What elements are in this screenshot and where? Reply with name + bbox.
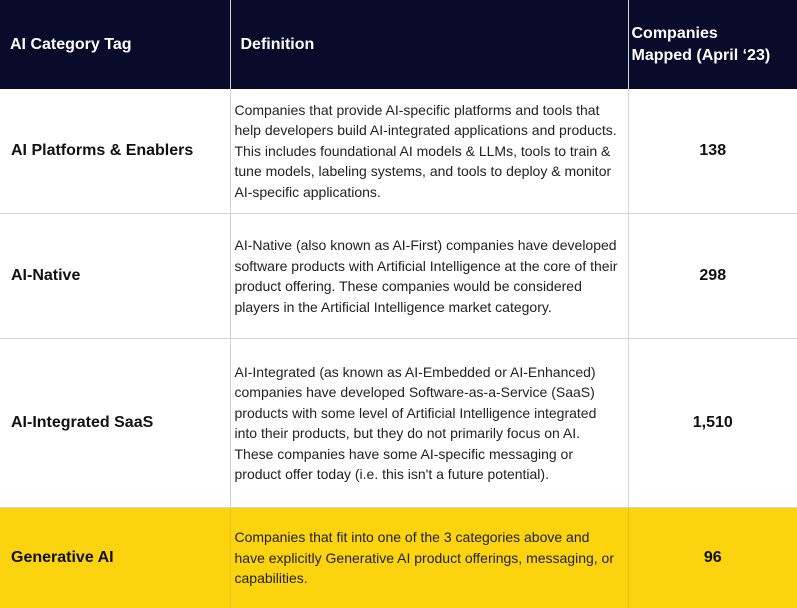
row-count: 138 [628, 89, 797, 214]
table-row [0, 89, 797, 214]
header-count-line1: Companies [632, 23, 790, 45]
row-tag: AI-Integrated SaaS [0, 339, 230, 508]
row-definition: Companies that provide AI-specific platforms and tools that help developers build AI-integrated applications and products. This includes foundational AI models & LLMs, tools to train & tune models, labeling systems, and tools to deploy & monitor AI-specific applications. [230, 89, 628, 214]
row-definition: Companies that fit into one of the 3 categories above and have explicitly Generative AI product offerings, messaging, or capabilities. [230, 508, 628, 608]
header-companies-mapped [628, 0, 797, 89]
row-definition: AI-Native (also known as AI-First) companies have developed software products with Artificial Intelligence at the core of their product offering. These companies would be considered players in the Artificial Intelligence market category. [230, 214, 628, 339]
header-definition: Definition [230, 0, 628, 89]
row-count: 96 [628, 508, 797, 608]
table-header [0, 0, 797, 89]
row-tag: AI-Native [0, 214, 230, 339]
row-definition: AI-Integrated (as known as AI-Embedded or AI-Enhanced) companies have developed Software-as-a-Service (SaaS) products with some level of Artificial Intelligence integrated into their products, but they do not primarily focus on AI. These companies have some AI-specific messaging or product offer today (i.e. this isn't a future potential). [230, 339, 628, 508]
table-row-highlighted [0, 508, 797, 608]
header-row [0, 0, 797, 89]
row-count: 1,510 [628, 339, 797, 508]
row-count: 298 [628, 214, 797, 339]
row-tag: AI Platforms & Enablers [0, 89, 230, 214]
table-row [0, 214, 797, 339]
header-tag: AI Category Tag [0, 0, 230, 89]
header-count-line2: Mapped (April ‘23) [632, 45, 790, 67]
table-body [0, 89, 797, 608]
table-row [0, 339, 797, 508]
row-tag: Generative AI [0, 508, 230, 608]
